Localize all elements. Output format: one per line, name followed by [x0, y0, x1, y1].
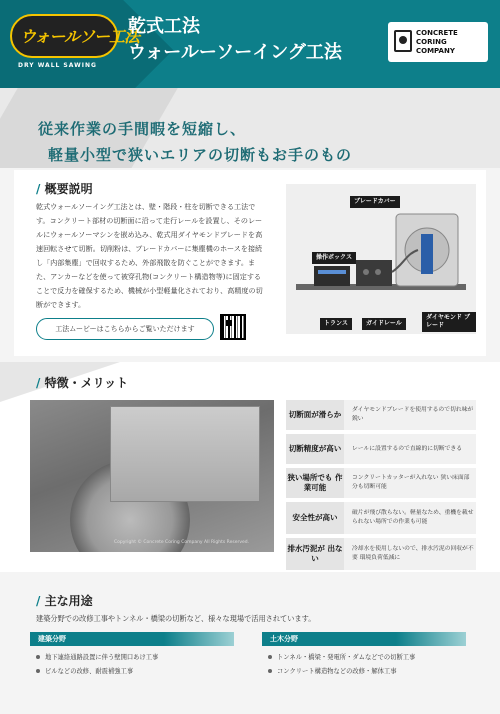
- machine-photo: [286, 184, 476, 334]
- header: [0, 0, 500, 88]
- features-heading: / 特徴・メリット: [36, 376, 129, 390]
- bullet-icon: [36, 669, 40, 673]
- list-item: トンネル・橋梁・発電所・ダムなどでの切断工事: [268, 652, 415, 661]
- feature-desc: コンクリートカッターが入れない 狭い床面部分も切断可能: [352, 475, 470, 490]
- photo-credit: Copyright © Concrete Coring Company All Rights Reserved.: [114, 540, 250, 545]
- callout-trans: トランス: [320, 318, 352, 330]
- feature-label: 安全性が高い: [286, 502, 344, 534]
- page-title-line1: 乾式工法: [128, 16, 200, 37]
- company-name: CONCRETE CORING COMPANY: [416, 29, 458, 55]
- feature-row: [286, 502, 476, 534]
- uses-heading: / 主な用途: [36, 594, 93, 608]
- overview-heading: / 概要説明: [36, 182, 93, 196]
- feature-row: [286, 400, 476, 430]
- callout-diamond-blade: ダイヤモンド ブレード: [422, 312, 476, 332]
- bullet-icon: [268, 655, 272, 659]
- feature-desc: 冷却水を使用しないので、排水汚泥の回収が不要 環境負荷低減に: [352, 546, 474, 561]
- category-label: 土木分野: [270, 635, 298, 643]
- page-title-line2: ウォールーソーイング工法: [128, 42, 342, 63]
- photo-blade-cover: [110, 406, 260, 502]
- category-header: [262, 632, 466, 646]
- company-mark-icon: [394, 30, 412, 52]
- feature-row: [286, 434, 476, 464]
- slash-icon: /: [36, 376, 41, 390]
- logo-subtitle: DRY WALL SAWING: [18, 62, 97, 69]
- slash-icon: /: [36, 594, 41, 608]
- feature-row: [286, 468, 476, 498]
- feature-desc: レールに設置するので直線的に切断できる: [352, 445, 463, 452]
- category-label: 建築分野: [38, 635, 66, 643]
- list-item: コンクリート構造物などの改修・解体工事: [268, 666, 397, 675]
- feature-desc: ダイヤモンドブレードを使用するので切れ味が鋭い: [352, 407, 474, 422]
- callout-blade-cover: ブレードカバー: [350, 196, 400, 208]
- feature-photo: [30, 400, 274, 552]
- overview-body: 乾式ウォールソーイング工法とは、壁・階段・柱を切断できる工法です。コンクリート部材の切断面に沿って走行レールを設置し、そのレールにウォールソーマシンを嵌め込み、乾式用ダイヤモンドブレードを高速回転させて切断。切削粉は、ブレードカバーに集塵機のホースを接続し「内部集塵」で回収するため、外部飛散を防ぐことができます。また、アンカーなどを使って被穿孔物(コンクリート構造物等)に固定することで反力を確保するため、機械が小型軽量化されており、高精度の切断ができます。: [36, 202, 263, 309]
- feature-label: 狭い場所でも 作業可能: [286, 468, 344, 498]
- list-item: 地下連絡通路設置に伴う壁開口あけ工事: [36, 652, 158, 661]
- qr-code-icon[interactable]: [220, 314, 246, 340]
- category-header: [30, 632, 234, 646]
- callout-guide-rail: ガイドレール: [362, 318, 406, 330]
- bullet-icon: [268, 669, 272, 673]
- logo: [8, 8, 140, 70]
- uses-description: 建築分野での改修工事やトンネル・橋梁の切断など、様々な現場で活用されています。: [36, 614, 316, 623]
- callout-control-box: 操作ボックス: [312, 252, 356, 264]
- slash-icon: /: [36, 182, 41, 196]
- bullet-icon: [36, 655, 40, 659]
- logo-text: ウォールソー工法: [20, 27, 140, 46]
- video-link-button[interactable]: 工法ムービーはこちらからご覧いただけます: [36, 318, 214, 340]
- qr-inner: [226, 320, 232, 326]
- hero-line2: 軽量小型で狭いエリアの切断もお手のもの: [48, 146, 353, 164]
- feature-row: [286, 538, 476, 570]
- feature-label: 排水汚泥が 出ない: [286, 538, 344, 570]
- company-logo: [388, 22, 488, 62]
- list-item: ビルなどの改修、耐震補強工事: [36, 666, 133, 675]
- feature-desc: 破片が飛び散らない。軽量なため、重機を載せられない場所での作業も可能: [352, 510, 474, 525]
- hero-text-area: [0, 100, 500, 170]
- feature-label: 切断精度が高い: [286, 434, 344, 464]
- feature-label: 切断面が滑らか: [286, 400, 344, 430]
- hero-line1: 従来作業の手間暇を短縮し、: [38, 120, 247, 138]
